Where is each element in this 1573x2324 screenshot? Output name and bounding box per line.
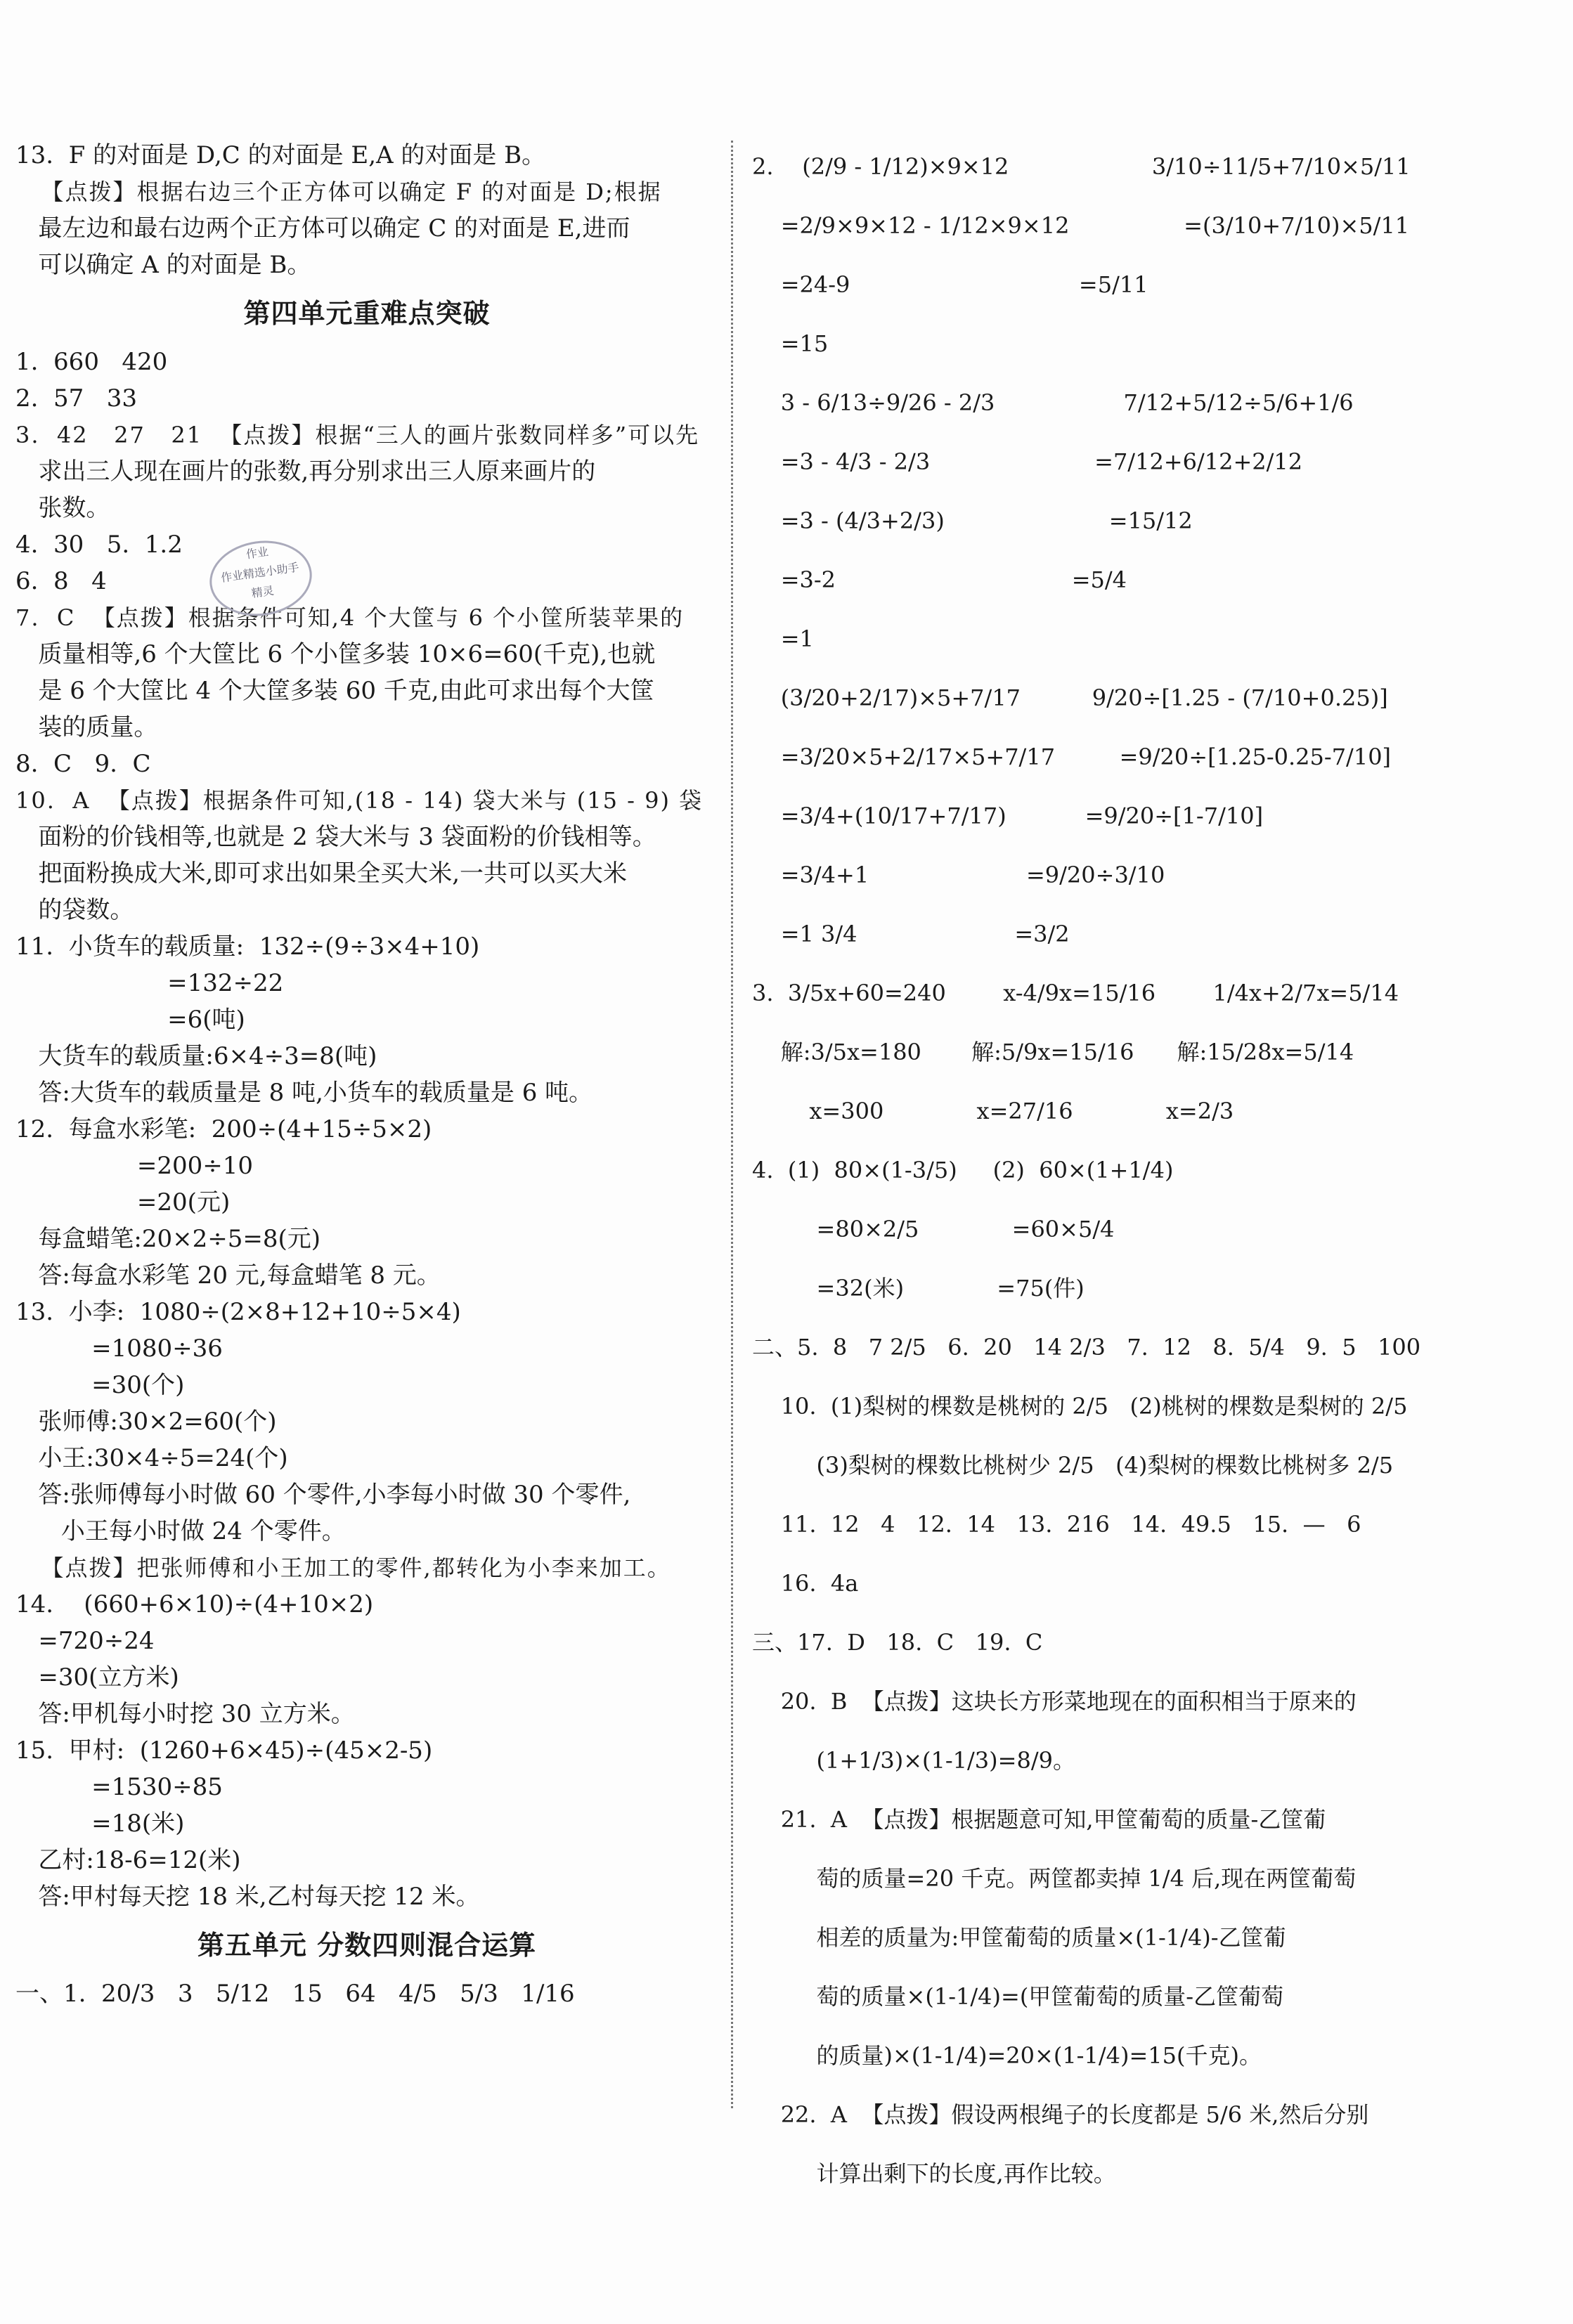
answer-line: 答:张师傅每小时做 60 个零件,小李每小时做 30 个零件, — [15, 1481, 631, 1509]
answer-line: 21. A 【点拨】根据题意可知,甲筐葡萄的质量-乙筐葡 — [752, 1806, 1326, 1833]
answer-line: 三、17. D 18. C 19. C — [752, 1629, 1043, 1656]
answer-line: 小王:30×4÷5=24(个) — [15, 1444, 288, 1472]
answer-line: =1530÷85 — [15, 1773, 223, 1801]
answer-line: 22. A 【点拨】假设两根绳子的长度都是 5/6 米,然后分别 — [752, 2101, 1369, 2128]
section5-answers — [752, 137, 1560, 2203]
answer-line: 10. A 【点拨】根据条件可知,(18 - 14) 袋大米与 (15 - 9) 袋 — [15, 787, 704, 814]
answer-line: 质量相等,6 个大筐比 6 个小筐多装 10×6=60(千克),也就 — [15, 640, 656, 668]
answer-line: =80×2/5 =60×5/4 — [752, 1216, 1115, 1242]
answer-line: 【点拨】根据右边三个正方体可以确定 F 的对面是 D;根据 — [15, 178, 662, 205]
answer-line: =32(米) =75(件) — [752, 1275, 1085, 1301]
answer-line: 装的质量。 — [15, 713, 158, 741]
answer-line: =18(米) — [15, 1810, 185, 1838]
answer-line: 4. (1) 80×(1-3/5) (2) 60×(1+1/4) — [752, 1157, 1174, 1183]
answer-line: 的袋数。 — [15, 896, 134, 924]
answer-line: 14. (660+6×10)÷(4+10×2) — [15, 1590, 374, 1618]
answer-line: 萄的质量=20 千克。两筐都卖掉 1/4 后,现在两筐葡萄 — [752, 1865, 1357, 1892]
answer-line: =2/9×9×12 - 1/12×9×12 =(3/10+7/10)×5/11 — [752, 212, 1410, 239]
answer-line: 13. F 的对面是 D,C 的对面是 E,A 的对面是 B。 — [15, 141, 546, 169]
answer-line: =1 3/4 =3/2 — [752, 921, 1070, 947]
answer-line: 20. B 【点拨】这块长方形菜地现在的面积相当于原来的 — [752, 1688, 1357, 1715]
right-column — [752, 137, 1560, 2203]
answer-line: 张数。 — [15, 494, 110, 522]
section4-title: 第四单元重难点突破 — [243, 298, 491, 329]
answer-line: 答:大货车的载质量是 8 吨,小货车的载质量是 6 吨。 — [15, 1079, 593, 1107]
answer-line: =3 - (4/3+2/3) =15/12 — [752, 507, 1193, 534]
answer-line: 3 - 6/13÷9/26 - 2/3 7/12+5/12÷5/6+1/6 — [752, 389, 1354, 416]
answer-line: 乙村:18-6=12(米) — [15, 1846, 241, 1874]
answer-line: 张师傅:30×2=60(个) — [15, 1408, 277, 1436]
answer-line: 4. 30 5. 1.2 — [15, 531, 183, 559]
answer-line: 13. 小李: 1080÷(2×8+12+10÷5×4) — [15, 1298, 461, 1326]
answer-line: 面粉的价钱相等,也就是 2 袋大米与 3 袋面粉的价钱相等。 — [15, 823, 656, 851]
answer-line: (3/20+2/17)×5+7/17 9/20÷[1.25 - (7/10+0.25)] — [752, 684, 1388, 711]
answer-line: 可以确定 A 的对面是 B。 — [15, 251, 311, 279]
answer-line: 6. 8 4 — [15, 567, 107, 595]
stamp-line: 作业 — [245, 545, 270, 561]
answer-line: 答:每盒水彩笔 20 元,每盒蜡笔 8 元。 — [15, 1261, 441, 1290]
answer-line: =3/4+1 =9/20÷3/10 — [752, 862, 1165, 888]
answer-line: 10. (1)梨树的棵数是桃树的 2/5 (2)桃树的棵数是梨树的 2/5 — [752, 1393, 1408, 1420]
answer-line: x=300 x=27/16 x=2/3 — [752, 1098, 1234, 1124]
answer-line: 2. 57 33 — [15, 384, 138, 413]
answer-line: (1+1/3)×(1-1/3)=8/9。 — [752, 1747, 1075, 1774]
answer-line: 的质量)×(1-1/4)=20×(1-1/4)=15(千克)。 — [752, 2042, 1262, 2069]
answer-line: 3. 42 27 21 【点拨】根据“三人的画片张数同样多”可以先 — [15, 422, 700, 448]
answer-line: 16. 4a — [752, 1570, 859, 1597]
answer-line: =1 — [752, 625, 814, 652]
answer-line: 最左边和最右边两个正方体可以确定 C 的对面是 E,进而 — [15, 214, 630, 242]
answer-line: =3/4+(10/17+7/17) =9/20÷[1-7/10] — [752, 803, 1264, 829]
answer-line: (3)梨树的棵数比桃树少 2/5 (4)梨树的棵数比桃树多 2/5 — [752, 1452, 1394, 1479]
answer-line: 2. (2/9 - 1/12)×9×12 3/10÷11/5+7/10×5/11 — [752, 153, 1411, 180]
answer-line: 求出三人现在画片的张数,再分别求出三人原来画片的 — [15, 457, 596, 486]
answer-line: 小王每小时做 24 个零件。 — [15, 1517, 346, 1545]
answer-line: 相差的质量为:甲筐葡萄的质量×(1-1/4)-乙筐葡 — [752, 1924, 1286, 1951]
answer-line: =3 - 4/3 - 2/3 =7/12+6/12+2/12 — [752, 448, 1303, 475]
stamp-line: 作业精选小助手 — [220, 560, 300, 585]
column-divider — [731, 141, 733, 2108]
answer-line: 11. 小货车的载质量: 132÷(9÷3×4+10) — [15, 933, 480, 961]
left-column — [15, 137, 718, 2012]
answer-line: =6(吨) — [15, 1006, 245, 1034]
answer-line: 8. C 9. C — [15, 750, 151, 778]
answer-line: 萄的质量×(1-1/4)=(甲筐葡萄的质量-乙筐葡萄 — [752, 1983, 1284, 2010]
answer-line: 每盒蜡笔:20×2÷5=8(元) — [15, 1225, 321, 1253]
answer-line: =3/20×5+2/17×5+7/17 =9/20÷[1.25-0.25-7/10] — [752, 744, 1392, 770]
answer-line: 大货车的载质量:6×4÷3=8(吨) — [15, 1042, 377, 1070]
answer-line: =24-9 =5/11 — [752, 271, 1148, 298]
answer-line: =1080÷36 — [15, 1335, 223, 1363]
answer-line: =720÷24 — [15, 1627, 155, 1655]
answer-line: 答:甲村每天挖 18 米,乙村每天挖 12 米。 — [15, 1883, 480, 1911]
section5-title: 第五单元 分数四则混合运算 — [197, 1930, 537, 1961]
section5-q1: 一、1. 20/3 3 5/12 15 64 4/5 5/3 1/16 — [15, 1980, 575, 2008]
answer-line: 二、5. 8 7 2/5 6. 20 14 2/3 7. 12 8. 5/4 9. 5 100 — [752, 1334, 1421, 1361]
stamp-line: 精灵 — [250, 583, 275, 600]
answer-line: 15. 甲村: (1260+6×45)÷(45×2-5) — [15, 1736, 433, 1765]
answer-line: 1. 660 420 — [15, 348, 168, 376]
section3-q13 — [15, 137, 718, 283]
section4-answers — [15, 344, 718, 1915]
answer-line: 解:3/5x=180 解:5/9x=15/16 解:15/28x=5/14 — [752, 1039, 1354, 1065]
answer-line: =3-2 =5/4 — [752, 566, 1127, 593]
answer-line: =30(个) — [15, 1371, 185, 1399]
answer-line: 把面粉换成大米,即可求出如果全买大米,一共可以买大米 — [15, 859, 628, 888]
answer-line: 12. 每盒水彩笔: 200÷(4+15÷5×2) — [15, 1115, 432, 1143]
answer-line: 计算出剩下的长度,再作比较。 — [752, 2160, 1116, 2187]
answer-line: =132÷22 — [15, 969, 284, 997]
answer-line: 【点拨】把张师傅和小王加工的零件,都转化为小李来加工。 — [15, 1554, 671, 1581]
answer-line: =20(元) — [15, 1188, 231, 1216]
answer-line: =30(立方米) — [15, 1663, 179, 1692]
answer-line: 答:甲机每小时挖 30 立方米。 — [15, 1700, 355, 1728]
answer-line: =15 — [752, 330, 829, 357]
answer-line: =200÷10 — [15, 1152, 254, 1180]
answer-line: 7. C 【点拨】根据条件可知,4 个大筐与 6 个小筐所装苹果的 — [15, 604, 685, 631]
answer-line: 是 6 个大筐比 4 个大筐多装 60 千克,由此可求出每个大筐 — [15, 677, 654, 705]
answer-line: 11. 12 4 12. 14 13. 216 14. 49.5 15. — 6 — [752, 1511, 1361, 1538]
answer-line: 3. 3/5x+60=240 x-4/9x=15/16 1/4x+2/7x=5/14 — [752, 980, 1399, 1006]
